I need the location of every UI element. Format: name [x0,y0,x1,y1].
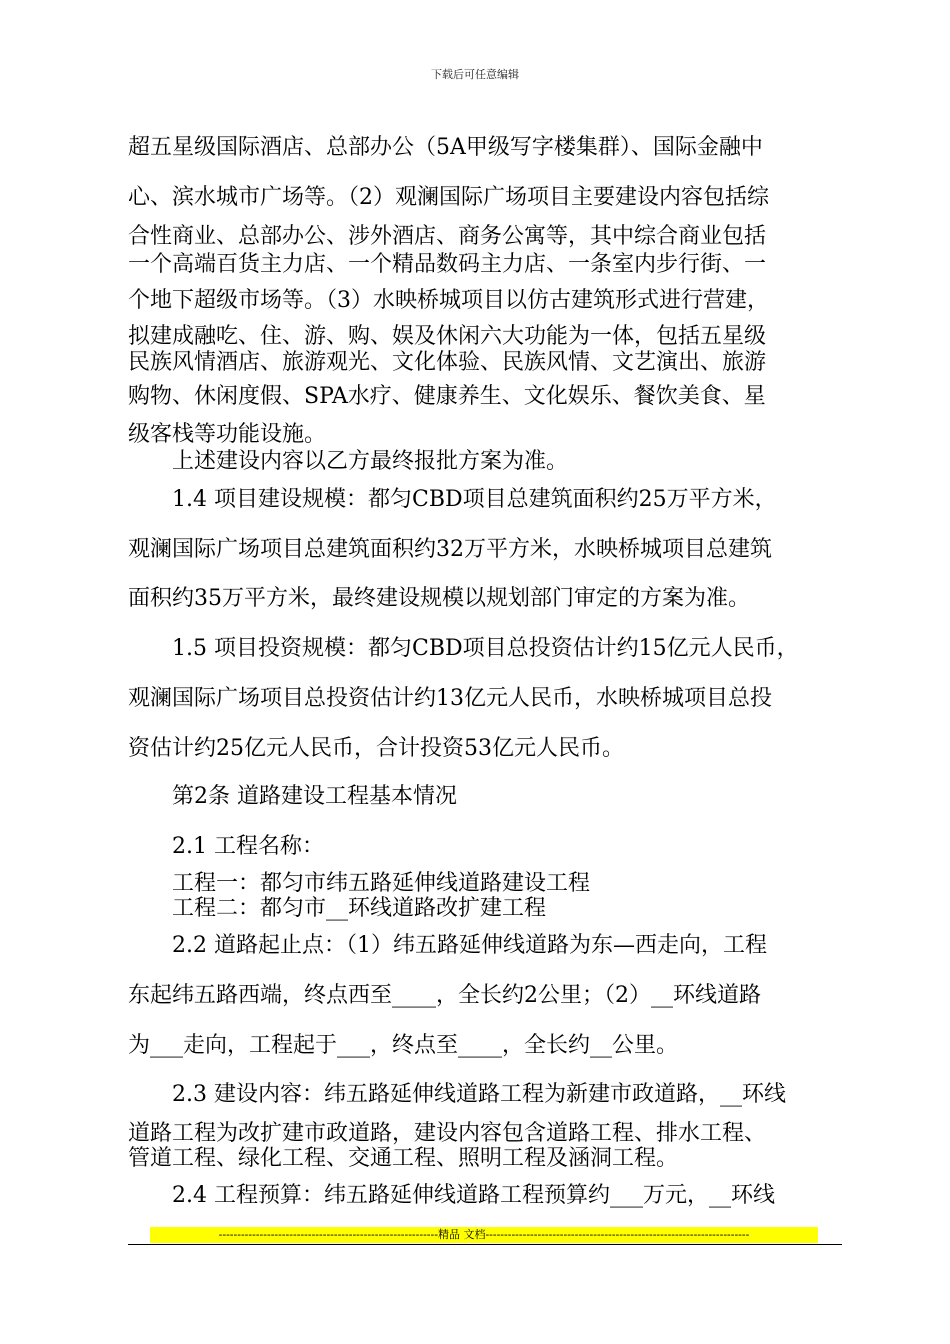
paragraph-line: 工程二：都匀市__环线道路改扩建工程 [172,896,547,921]
paragraph-line: 一个高端百货主力店、一个精品数码主力店、一条室内步行街、一 [128,252,767,277]
paragraph-line: 2.4 工程预算：纬五路延伸线道路工程预算约___万元，__环线 [172,1183,775,1208]
paragraph-line: 购物、休闲度假、SPA水疗、健康养生、文化娱乐、餐饮美食、星 [128,384,766,409]
paragraph-line: 观澜国际广场项目总建筑面积约32万平方米，水映桥城项目总建筑 [128,537,772,562]
paragraph-line: 东起纬五路西端，终点西至____，全长约2公里；（2）__环线道路 [128,983,761,1008]
paragraph-line: 观澜国际广场项目总投资估计约13亿元人民币，水映桥城项目总投 [128,686,772,711]
paragraph-line: 2.3 建设内容：纬五路延伸线道路工程为新建市政道路，__环线 [172,1082,786,1107]
paragraph-line: 资估计约25亿元人民币，合计投资53亿元人民币。 [128,736,624,761]
paragraph-line: 合性商业、总部办公、涉外酒店、商务公寓等，其中综合商业包括 [128,224,767,249]
section-heading: 第2条 道路建设工程基本情况 [172,784,457,809]
paragraph-line: 1.4 项目建设规模：都匀CBD项目总建筑面积约25万平方米， [172,487,777,512]
paragraph-line: 个地下超级市场等。（3）水映桥城项目以仿古建筑形式进行营建， [128,288,769,313]
paragraph-line: 道路工程为改扩建市政道路，建设内容包含道路工程、排水工程、 [128,1121,767,1146]
paragraph-line: 为___走向，工程起于___，终点至____，全长约__公里。 [128,1033,679,1058]
paragraph-line: 2.1 工程名称： [172,834,324,859]
paragraph-line: 民族风情酒店、旅游观光、文化体验、民族风情、文艺演出、旅游 [128,350,767,375]
page-header: 下载后可任意编辑 [431,68,519,81]
paragraph-line: 工程一：都匀市纬五路延伸线道路建设工程 [172,871,591,896]
paragraph-line: 面积约35万平方米，最终建设规模以规划部门审定的方案为准。 [128,586,750,611]
footer-banner: -----------------------------------------------------------精品 文档----------------------------------------------------------------------- [150,1227,818,1243]
paragraph-line: 拟建成融吃、住、游、购、娱及休闲六大功能为一体，包括五星级 [128,324,767,349]
paragraph-line: 1.5 项目投资规模：都匀CBD项目总投资估计约15亿元人民币， [172,636,799,661]
paragraph-line: 管道工程、绿化工程、交通工程、照明工程及涵洞工程。 [128,1146,679,1171]
paragraph-line: 上述建设内容以乙方最终报批方案为准。 [172,449,569,474]
paragraph-line: 超五星级国际酒店、总部办公（5A甲级写字楼集群）、国际金融中 [128,135,763,160]
paragraph-line: 2.2 道路起止点：（1）纬五路延伸线道路为东—西走向，工程 [172,933,767,958]
paragraph-line: 心、滨水城市广场等。（2）观澜国际广场项目主要建设内容包括综 [128,185,769,210]
footer-divider [128,1244,842,1245]
paragraph-line: 级客栈等功能设施。 [128,422,327,447]
